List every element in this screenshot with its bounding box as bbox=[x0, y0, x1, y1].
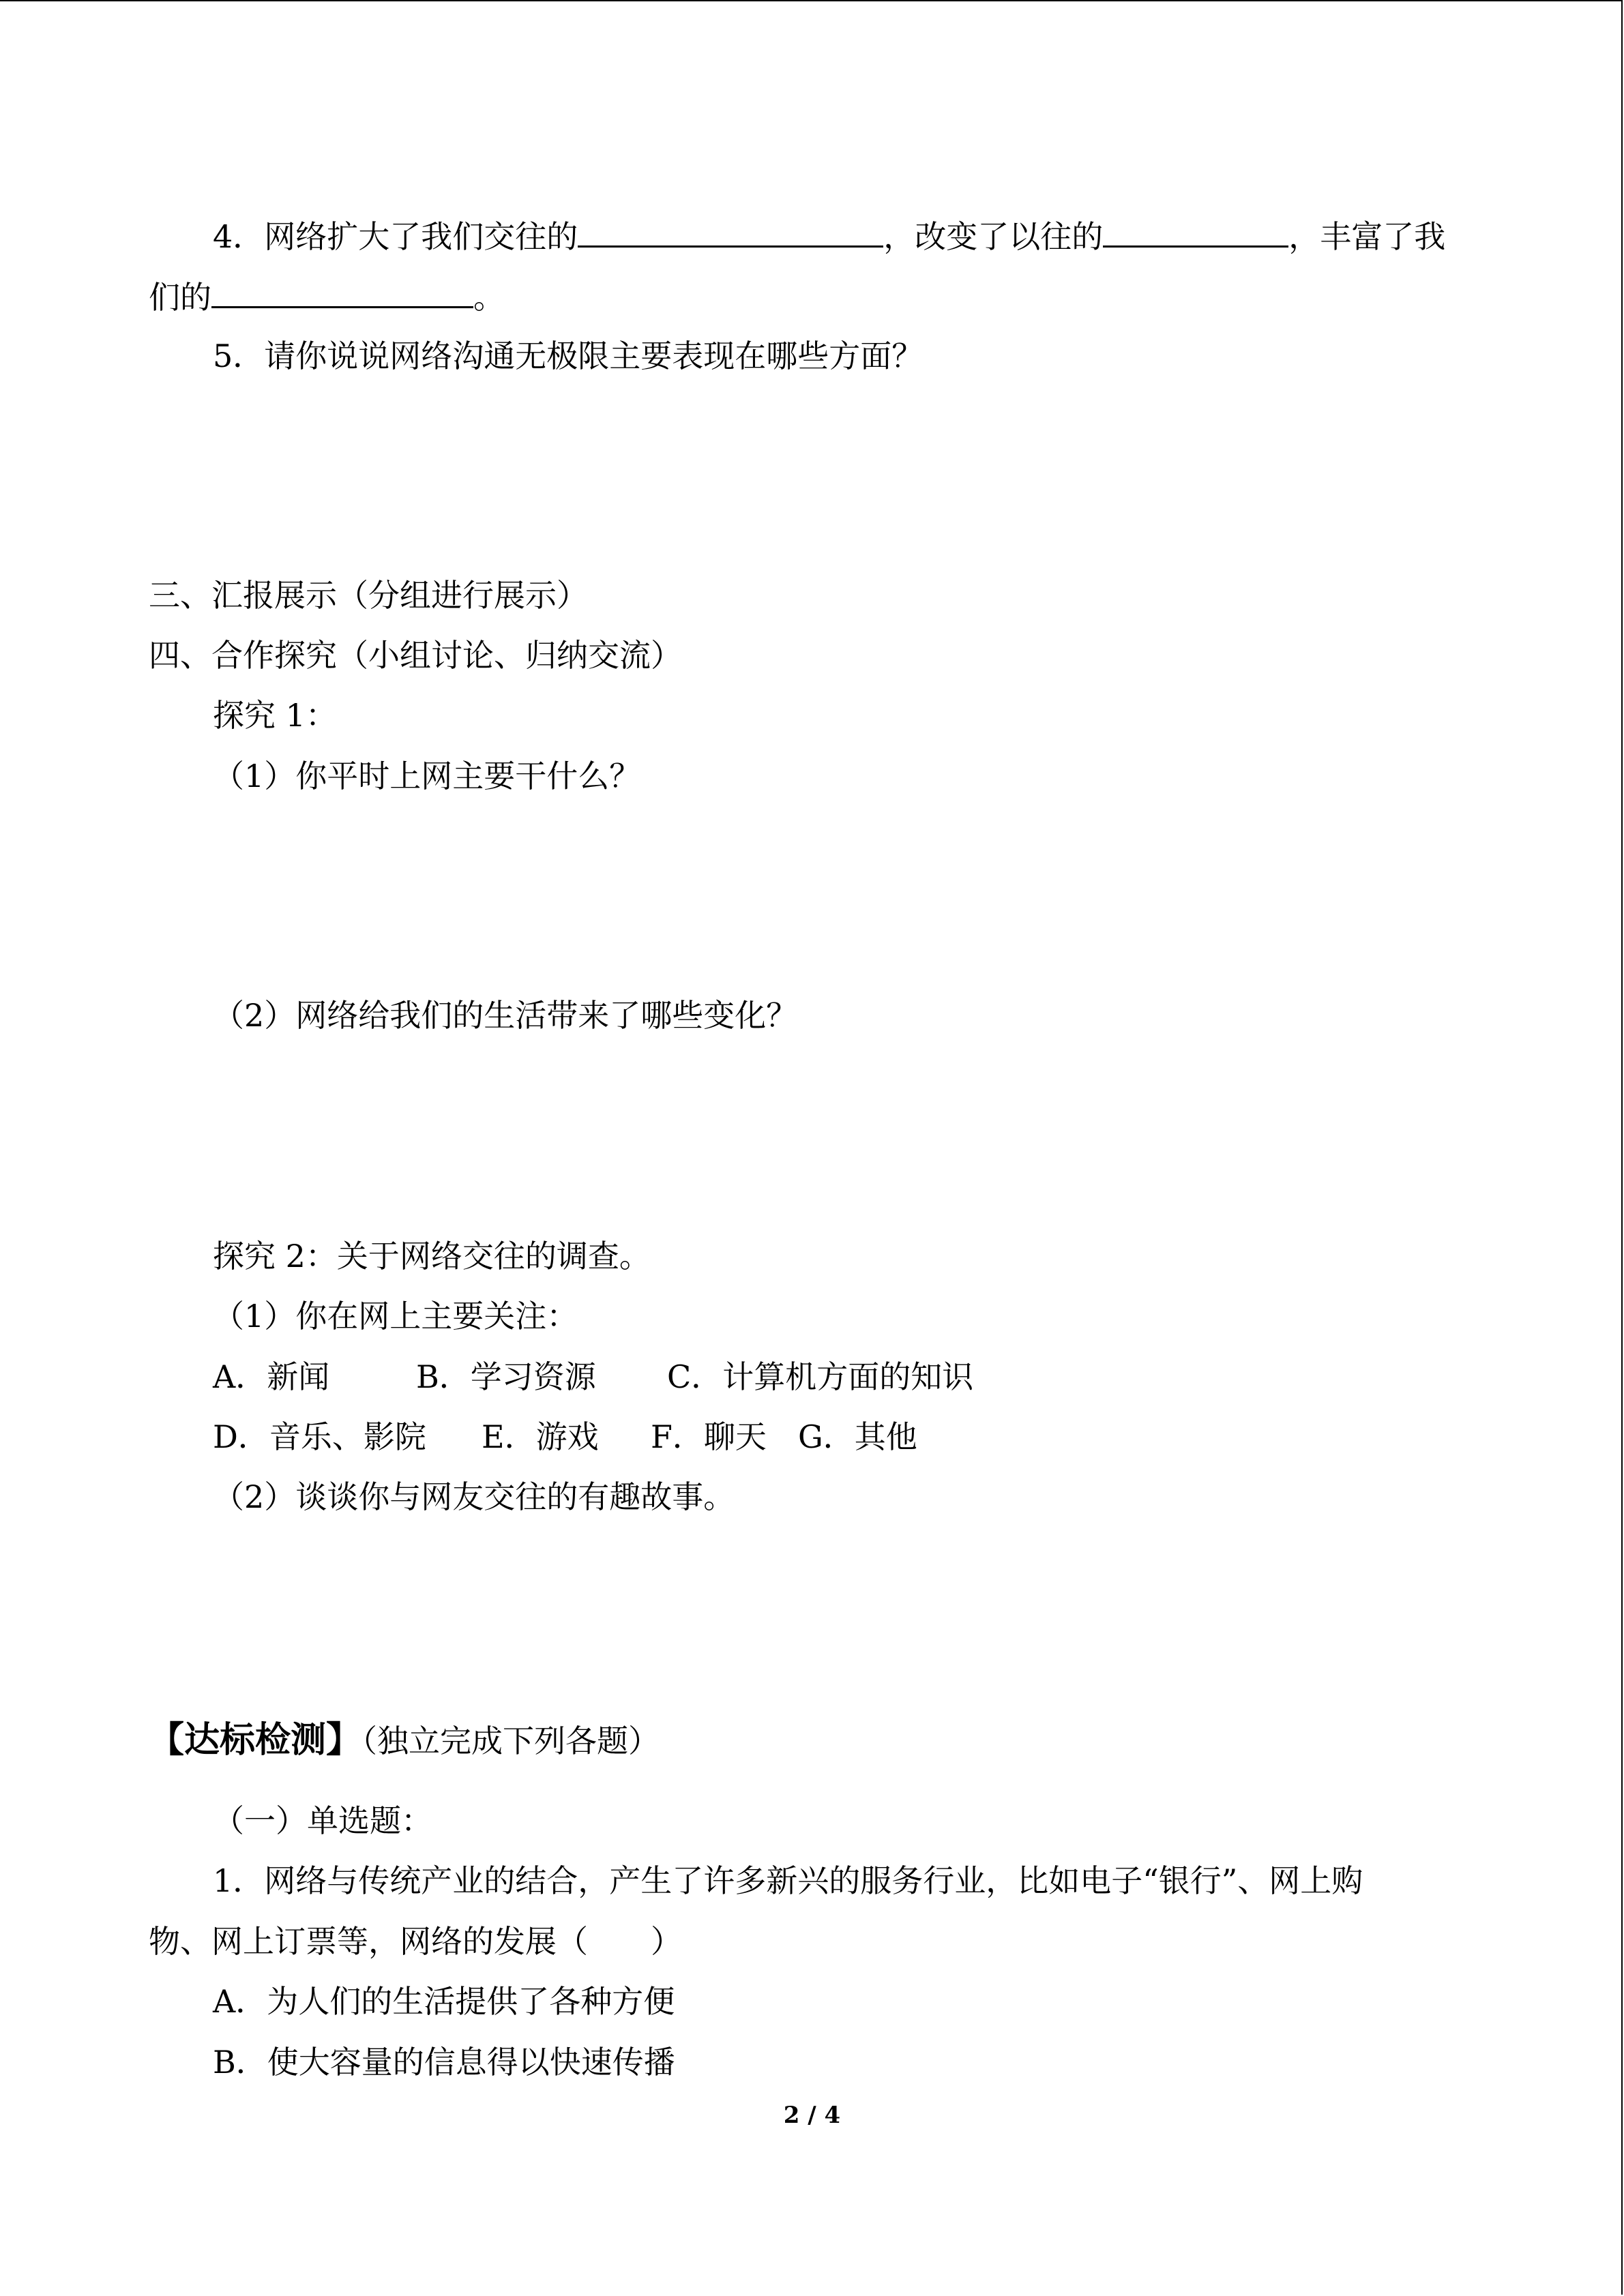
test-question-1-line-2: 物、网上订票等，网络的发展（ ） bbox=[149, 1923, 682, 1960]
answer-blank-3[interactable] bbox=[211, 276, 473, 308]
question-5: 5．请你说说网络沟通无极限主要表现在哪些方面？ bbox=[213, 338, 924, 374]
question-4-line-2 bbox=[149, 276, 505, 316]
answer-blank-1[interactable] bbox=[578, 215, 883, 248]
test-option-a[interactable]: A．为人们的生活提供了各种方便 bbox=[213, 1983, 675, 2020]
answer-blank-2[interactable] bbox=[1103, 215, 1288, 248]
q4-prefix: 4．网络扩大了我们交往的 bbox=[213, 218, 578, 255]
option-d[interactable]: D．音乐、影院 bbox=[213, 1418, 426, 1455]
option-e[interactable]: E．游戏 bbox=[482, 1418, 599, 1455]
option-b[interactable]: B．学习资源 bbox=[416, 1358, 596, 1395]
explore-2-title: 探究 2：关于网络交往的调查。 bbox=[213, 1238, 651, 1274]
q4-suffix: ，丰富了我 bbox=[1288, 218, 1446, 255]
q4-line2-prefix: 们的 bbox=[149, 279, 211, 316]
test-heading-row bbox=[149, 1721, 660, 1760]
option-a[interactable]: A．新闻 bbox=[213, 1358, 330, 1395]
q4-mid: ，改变了以往的 bbox=[883, 218, 1104, 255]
option-g[interactable]: G．其他 bbox=[798, 1418, 917, 1455]
test-heading: 【达标检测】 bbox=[149, 1719, 362, 1761]
test-question-1-line-1: 1．网络与传统产业的结合，产生了许多新兴的服务行业，比如电子“银行”、网上购 bbox=[213, 1862, 1363, 1899]
q4-line2-end: 。 bbox=[473, 279, 505, 316]
page-number: 2 / 4 bbox=[783, 2102, 841, 2129]
test-option-b[interactable]: B．使大容量的信息得以快速传播 bbox=[213, 2044, 675, 2081]
explore-2-question-2: （2）谈谈你与网友交往的有趣故事。 bbox=[213, 1478, 735, 1515]
option-f[interactable]: F．聊天 bbox=[651, 1418, 767, 1455]
explore-1-question-1: （1）你平时上网主要干什么？ bbox=[213, 758, 641, 794]
section-4-heading: 四、合作探究（小组讨论、归纳交流） bbox=[149, 637, 682, 674]
question-4-line-1 bbox=[213, 215, 1445, 256]
option-c[interactable]: C．计算机方面的知识 bbox=[667, 1358, 974, 1395]
explore-1-title: 探究 1： bbox=[213, 697, 337, 734]
explore-2-question-1: （1）你在网上主要关注： bbox=[213, 1298, 578, 1335]
section-3-heading: 三、汇报展示（分组进行展示） bbox=[149, 577, 588, 614]
explore-1-question-2: （2）网络给我们的生活带来了哪些变化？ bbox=[213, 997, 798, 1034]
test-note: （独立完成下列各题） bbox=[361, 1723, 660, 1759]
single-choice-heading: （一）单选题： bbox=[213, 1802, 432, 1839]
